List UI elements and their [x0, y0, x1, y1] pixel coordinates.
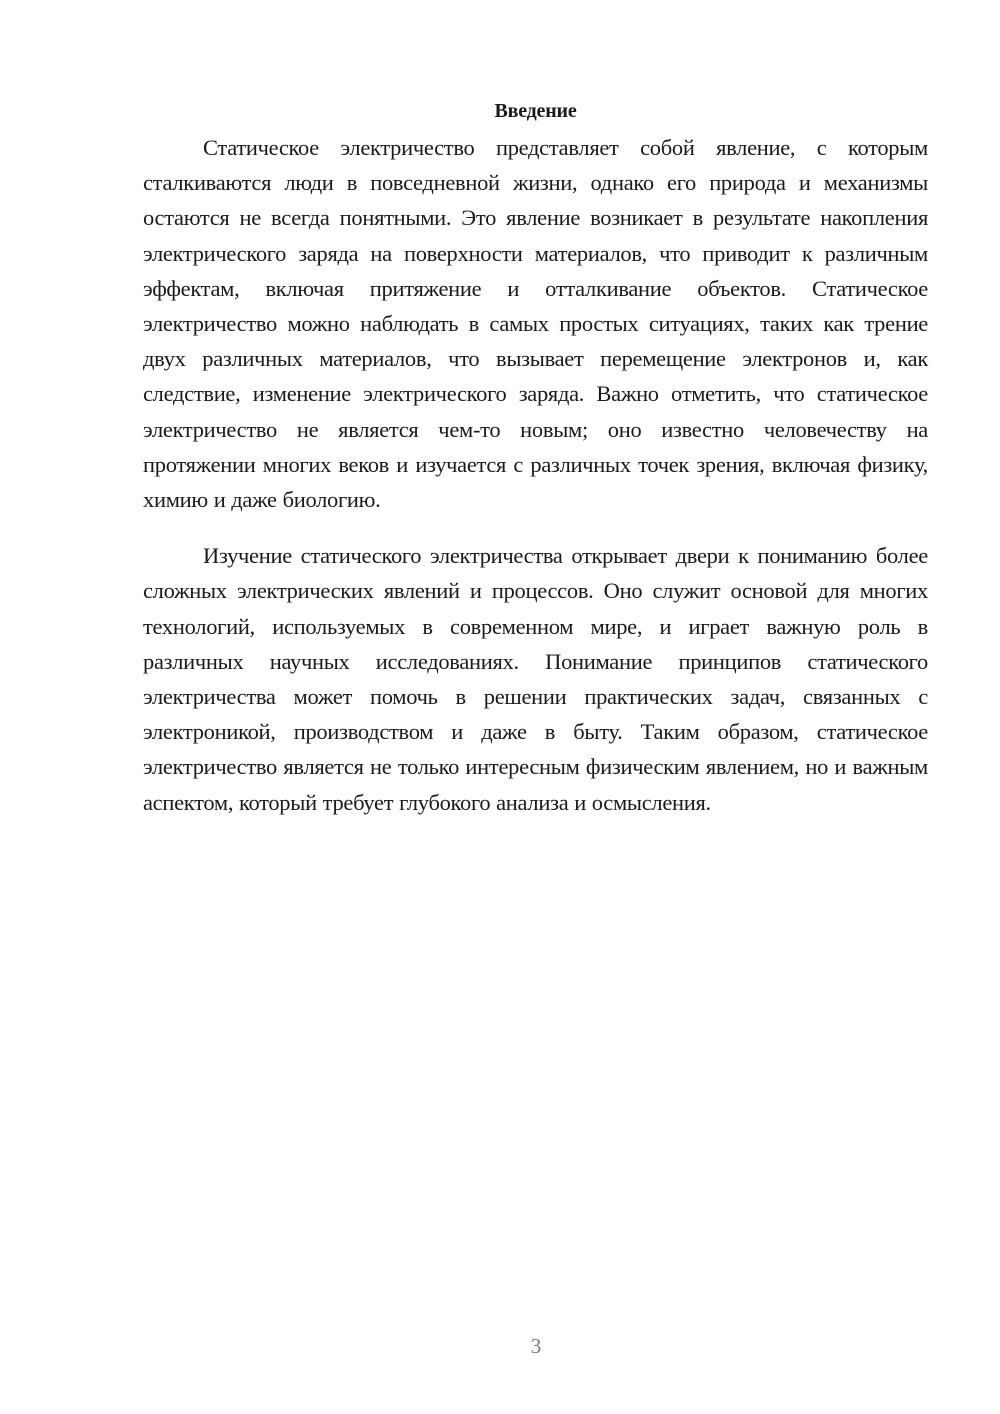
page-number: 3	[530, 1334, 542, 1358]
paragraph-2: Изучение статического электричества открывает двери к пониманию более сложных электрических явлений и процессов. Оно служит основой для многих технологий, используемых в современном мире, и играет важную роль в различных научных исследованиях. Понимание принципов статического электричества может помочь в решении практических задач, связанных с электроникой, производством и даже в быту. Таким образом, статическое электричество является не только интересным физическим явлением, но и важным аспектом, который требует глубокого анализа и осмысления.	[143, 543, 928, 815]
section-title: Введение	[494, 100, 577, 122]
paragraph-1: Статическое электричество представляет собой явление, с которым сталкиваются люди в повседневной жизни, однако его природа и механизмы остаются не всегда понятными. Это явление возникает в результате накопления электрического заряда на поверхности материалов, что приводит к различным эффектам, включая притяжение и отталкивание объектов. Статическое электричество можно наблюдать в самых простых ситуациях, таких как трение двух различных материалов, что вызывает перемещение электронов и, как следствие, изменение электрического заряда. Важно отметить, что статическое электричество не является чем-то новым; оно известно человечеству на протяжении многих веков и изучается с различных точек зрения, включая физику, химию и даже биологию.	[143, 135, 928, 513]
page-content	[143, 96, 928, 820]
